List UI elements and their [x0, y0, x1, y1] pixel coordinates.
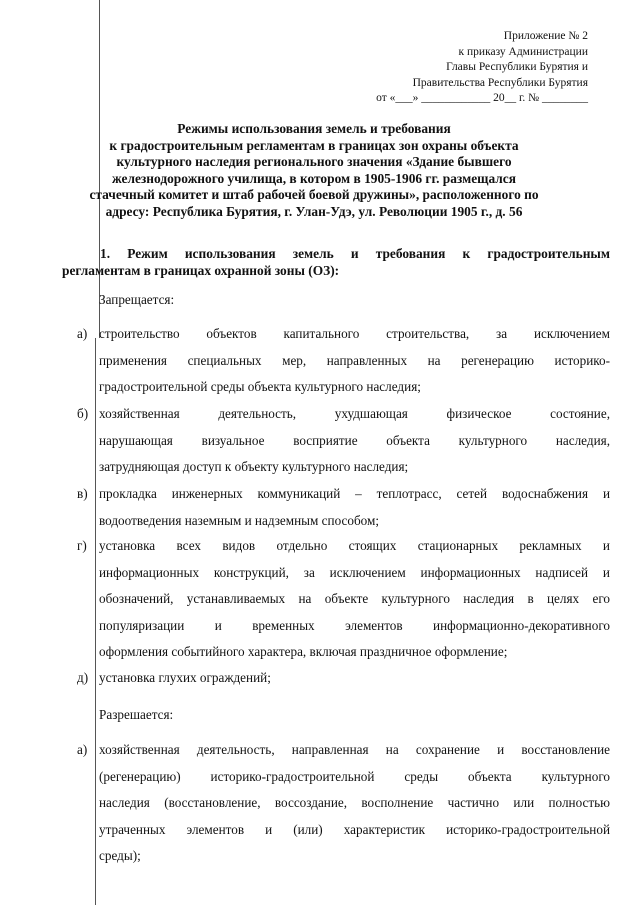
title-line: железнодорожного училища, в котором в 1905-1906 гг. размещался: [111, 170, 516, 186]
item-line: градостроительной среды объекта культурного наследия;: [99, 379, 421, 395]
item-letter: в): [77, 486, 88, 501]
item-line: среды);: [99, 848, 141, 864]
item-line: утраченных элементов и (или) характеристик историко-градостроительной: [99, 821, 610, 837]
prohibited-label: Запрещается:: [99, 292, 175, 307]
prohibited-item: [62, 533, 610, 666]
item-line: популяризации и временных элементов информационно-декоративного: [99, 617, 610, 633]
appendix-line: от «___» ____________ 20__ г. № ________: [376, 92, 588, 104]
appendix-line: Главы Республики Бурятия и: [446, 61, 588, 73]
item-letter: д): [77, 670, 89, 685]
section-heading-line: 1. Режим использования земель и требования к градостроительным: [100, 246, 610, 261]
item-line: информационных конструкций, за исключением информационных надписей и: [99, 564, 610, 580]
item-line: хозяйственная деятельность, ухудшающая физическое состояние,: [99, 406, 610, 421]
item-line: установка всех видов отдельно стоящих стационарных рекламных и: [99, 538, 610, 553]
title-line: Режимы использования земель и требования: [177, 121, 451, 136]
item-line: наследия (восстановление, воссоздание, восполнение частично или полностью: [99, 795, 610, 811]
prohibited-item: [62, 401, 610, 481]
prohibited-item: [62, 321, 610, 401]
item-line: обозначений, устанавливаемых на объекте культурного наследия в целях его: [99, 591, 610, 607]
item-letter: б): [77, 406, 89, 421]
allowed-item: [62, 737, 610, 870]
item-line: применения специальных мер, направленных на регенерацию историко-: [99, 352, 610, 368]
item-line: затрудняющая доступ к объекту культурного наследия;: [99, 459, 409, 475]
item-line: нарушающая визуальное восприятие объекта культурного наследия,: [99, 432, 610, 448]
allowed-label: Разрешается:: [99, 707, 174, 722]
section-heading-line: регламентам в границах охранной зоны (ОЗ):: [62, 263, 340, 278]
item-line: оформления событийного характера, включая праздничное оформление;: [99, 644, 508, 660]
item-line: водоотведения наземным и надземным способом;: [99, 512, 380, 528]
item-line: хозяйственная деятельность, направленная на сохранение и восстановление: [99, 742, 610, 757]
title-line: стачечный комитет и штаб рабочей боевой дружины», расположенного по: [89, 187, 539, 202]
document-title: [64, 121, 564, 220]
item-line: прокладка инженерных коммуникаций – теплотрасс, сетей водоснабжения и: [99, 486, 610, 501]
item-letter: а): [77, 326, 88, 341]
title-line: культурного наследия регионального значения «Здание бывшего: [116, 154, 512, 169]
title-line: адресу: Республика Бурятия, г. Улан-Удэ, ул. Революции 1905 г., д. 56: [105, 203, 523, 219]
appendix-header: [376, 29, 588, 107]
appendix-line: Приложение № 2: [503, 30, 588, 42]
prohibited-item: [62, 481, 610, 534]
item-letter: г): [77, 538, 87, 553]
appendix-line: к приказу Администрации: [458, 45, 588, 58]
title-line: к градостроительным регламентам в границах зон охраны объекта: [109, 137, 519, 153]
item-line: строительство объектов капитального строительства, за исключением: [99, 326, 610, 341]
item-line: (регенерацию) историко-градостроительной среды объекта культурного: [99, 768, 610, 784]
section-heading: [62, 245, 610, 279]
appendix-line: Правительства Республики Бурятия: [412, 76, 588, 89]
prohibited-item: [62, 665, 610, 692]
item-line: установка глухих ограждений;: [99, 670, 271, 685]
item-letter: а): [77, 742, 88, 757]
